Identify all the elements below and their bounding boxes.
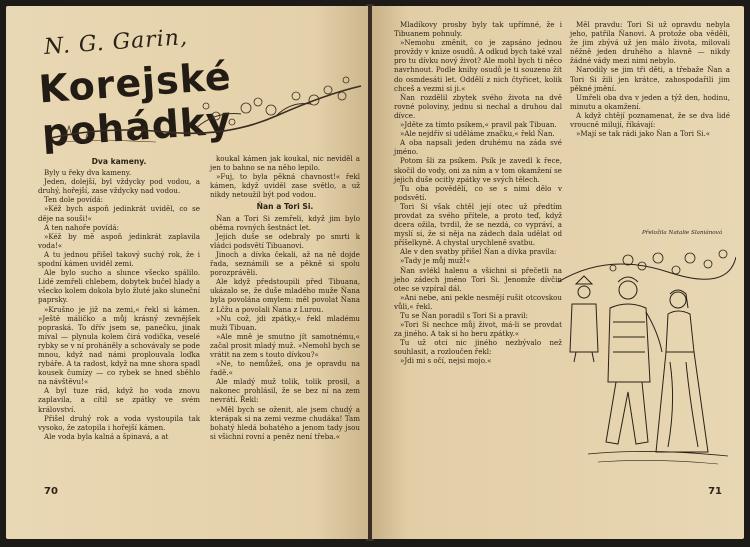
paragraph: »Nemohu změnit, co je zapsáno jednou provždy v knize osudů. A odkud bych také vzal pro tu dívku nový život? Ale mohl bych ti něco navrhnout. Podle knihy osudů je ti souzeno žít do osmdesáti let. Oddělí z nich čtyřicet, kolik chceš a vezmi si ji.« [394,38,562,93]
paragraph: Mladíkovy prosby byly tak upřímné, že i Tibuanem pohnuly. [394,20,562,39]
story-heading: Dva kameny. [91,157,147,166]
paragraph: »Fuj, to byla pěkná chavnost!« řekl kámen, když uviděl zase světlo, a už nikdy netoužil být pod vodou. [210,172,360,200]
translator-credit: Přeložila Natalie Slaniánová [642,230,723,236]
paragraph: Ňan rozdělil zbytek svého života na dvě rovné poloviny, jednu si nechal a druhou dal dívce. [394,92,562,120]
paragraph: A tu jednou přišel takový suchý rok, že i spodní kámen uviděl zemi. [38,249,200,269]
paragraph: »Měl bych se oženit, ale jsem chudý a kterápak si na zemi vezme chudáka! Tam bohatý hledá bohatého a jenom tady jsou si všichni rovní a peněz není třeba.« [210,404,360,441]
paragraph: A byl tuze rád, když ho voda znovu zaplavila, a cítil se zpátky ve svém království. [38,386,200,414]
paragraph: »Kéž by mě aspoň jedinkrát zaplavila voda!« [38,231,200,250]
paragraph: Ňan svlékl halenu a všichni si přečetli na jeho zádech jméno Tori Si. Jenomže dívčin otec se vzpíral dál. [394,265,562,293]
paragraph: Tu se Ňan poradil s Tori Si a pravil: [400,311,528,320]
paragraph: Ale voda byla kalná a špinavá, a at [44,431,169,441]
left-column-1 [38,154,200,441]
paragraph: »Mají se tak rádi jako Ňan a Tori Si.« [576,129,711,139]
paragraph: Jejich duše se odebraly po smrti k vládci podsvětí Tibuanovi. [210,231,360,250]
paragraph: Umřeli oba dva v jeden a týž den, hodinu, minutu a okamžení. [570,92,730,111]
story-heading: Ňan a Tori Si. [256,202,314,212]
paragraph: Ale když předstoupili před Tibuana, ukázalo se, že duše mladého muže Ňana byla povolána omylem: měl povolat Ňana z Lčžu a povolali Ňana z Lurou. [210,277,360,314]
paragraph: »Ale nejdřív si uděláme značku,« řekl Ňan. [400,129,555,139]
author-name: N. G. Garin, [43,25,189,60]
paragraph: Měl pravdu: Tori Si už opravdu nebyla jeho, patřila Ňanovi. A protože oba věděli, že jim zbývá už jen málo života, milovali něžně jeden druhého a hlavně — nikdy žádné vády mezi nimi nebylo. [570,20,730,66]
korean-couple-illustration [558,242,736,472]
paragraph: Ale v den svatby přišel Ňan a dívka pravila: [400,247,557,257]
paragraph: »Nu což, jdi zpátky,« řekl mladému muži Tibuan. [210,313,360,332]
left-column-2 [210,154,360,441]
right-page [372,6,744,539]
paragraph: Ten dole povídá: [44,195,103,205]
page-number: 71 [708,486,722,497]
right-column-2 [570,20,730,138]
paragraph: Ale bylo sucho a slunce všecko spálilo. Lidé zemřeli chlebem, dobytek bučel hlady a všecko kolem dokola bylo žluté jako sluneční paprsky. [38,268,200,305]
paragraph: »Krušno je již na zemi,« řekl si kámen. »Ještě máličko a můj krásný zevnějšek popraská. To dřív jsem se, panečku, jinak míval — plynula kolem čirá vodička, veselé rybky se v ní proháněly a schovávaly se pode mnou, když nad námi proplouvala loďka rybáře. A ta radost, když na mne shora spadl kousek čumízy — co rybek se hned sběhlo na návštěvu!« [38,304,200,387]
paragraph: Jinoch a dívka čekali, až na ně dojde řada, seznámili se a pěkně si spolu porozprávěli. [210,249,360,278]
paragraph: Přišel druhý rok a voda vystoupila tak vysoko, že zatopila i hořejší kámen. [38,413,200,432]
paragraph: Jeden, dolejší, byl vždycky pod vodou, a druhý, hořejší, zase vždycky nad vodou. [38,177,200,196]
paragraph: Tu už otci nic jiného nezbývalo než souhlasit, a rozloučen řekl: [394,338,562,357]
paragraph: Narodily se jim tři děti, a třebaže Ňan a Tori Si žili jen krátce, zahospodařili jim pěkné jmění. [570,65,730,93]
paragraph: »Jdi mi s očí, nejsi mojo.« [400,356,492,366]
floral-branch-illustration [46,66,366,146]
paragraph: Tu oba povědělí, co se s nimi dělo v podsvětí. [394,183,562,202]
book-title: Korejské pohádky [37,54,234,156]
paragraph: »Tady je můj muž!« [400,256,471,266]
page-number: 70 [44,486,58,497]
paragraph: »Ani nebe, ani pekle nesmějí rušit otcovskou vůli,« řekl. [394,292,562,311]
paragraph: Tori Si však chtěl její otec už předtím provdat za svého přítele, a proto teď, když dcera ožila, tvrdil, že se nezdá, co vypráví, a myslí si, že si něja na zádech dala udělat od příšelkyně. A chystal urychleně svatbu. [394,201,562,248]
paragraph: A když chtějí poznamenat, že se dva lidé vroucně milují, říkávají: [570,110,730,130]
paragraph: A oba napsali jeden druhému na záda své jméno. [394,138,562,157]
paragraph: »Jděte za tímto psíkem,« pravil pak Tibuan. [400,120,557,130]
paragraph: »Tori Si nechce můj život, má-li se provdat za jiného. A tak si ho beru zpátky.« [394,320,562,339]
paragraph: Ale mladý muž tolik, tolik prosil, a nakonec prohlásil, že se bez ní na zem nevrátí. Řekl: [210,377,360,405]
right-column-1 [394,20,562,366]
paragraph: »Ale mně je smutno jít samotnému,« začal prosit mladý muž. »Nemohl bych se vrátit na zem s touto dívkou?« [210,331,360,359]
paragraph: Byly u řeky dva kameny. [44,168,132,178]
paragraph: Potom šli za psíkem. Psík je zavedl k řece, skočil do vody, oni za ním a v tom okamžení se jejich duše ocitly zpátky ve svých tělech. [394,156,562,184]
paragraph: Ňan a Tori Si zemřeli, když jim bylo oběma rovných šestnáct let. [210,213,360,232]
paragraph: A ten nahoře povídá: [44,222,119,232]
paragraph: »Kéž bych aspoň jedinkrát uviděl, co se děje na souši!« [38,204,200,223]
left-page [6,6,368,539]
paragraph: »Ne, to nemůžeš, ona je opravdu na řadě.« [210,359,360,378]
paragraph: koukal kámen jak koukal, nic neviděl a jen to bahno se na něho lepilo. [210,154,360,173]
